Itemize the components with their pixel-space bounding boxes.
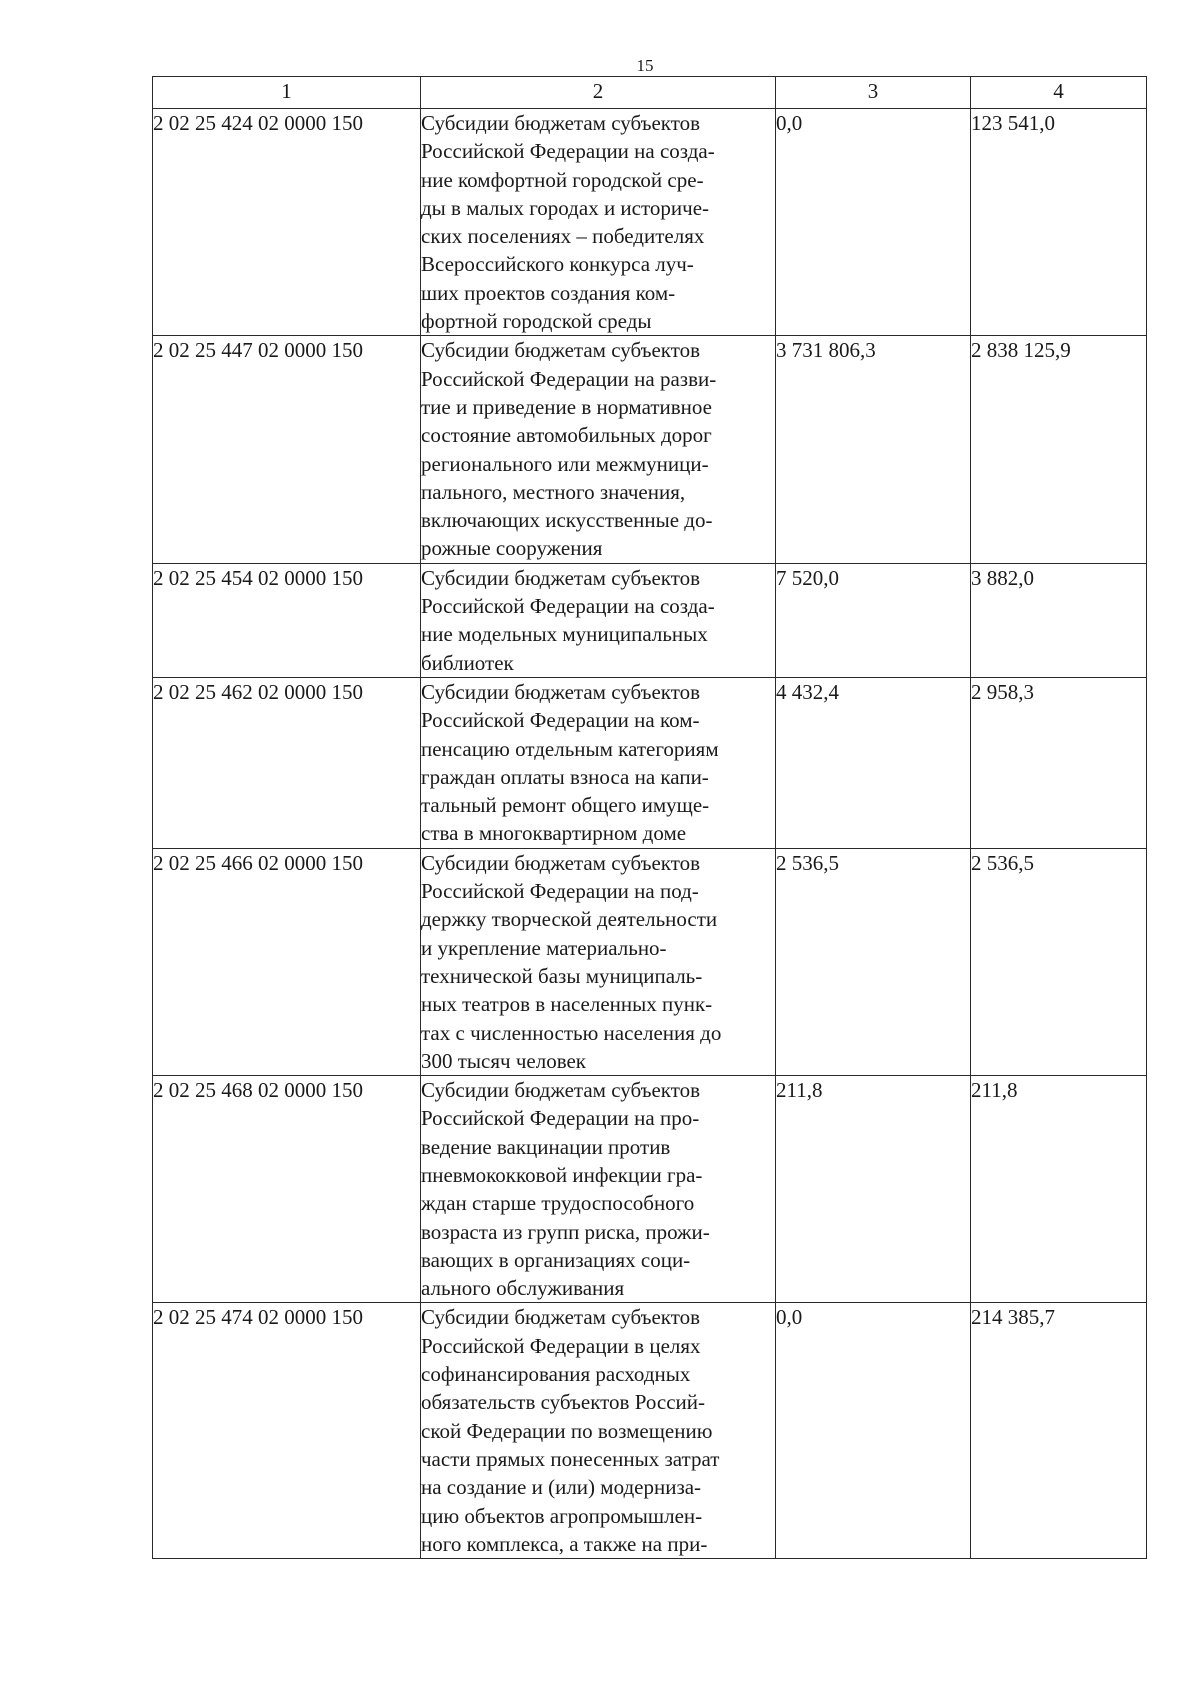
item-description: Субсидии бюджетам субъектов Российской Федерации на созда- ние комфортной городской сре- ды в малых городах и историче- ских поселениях – победителях Всероссийского конкурса луч- ших проектов создания ком- фортной городской среды	[421, 109, 776, 336]
amount-col-3: 211,8	[776, 1076, 971, 1303]
item-description: Субсидии бюджетам субъектов Российской Федерации на под- держку творческой деятельности и укрепление материально- технической базы муниципаль- ных театров в населенных пунк- тах с численностью населения до 300 тысяч человек	[421, 848, 776, 1075]
table-body	[153, 109, 1147, 1559]
table-row	[153, 677, 1147, 848]
budget-code: 2 02 25 424 02 0000 150	[153, 109, 421, 336]
amount-col-4: 2 536,5	[971, 848, 1147, 1075]
header-col-3: 3	[776, 77, 971, 109]
budget-code: 2 02 25 468 02 0000 150	[153, 1076, 421, 1303]
item-description: Субсидии бюджетам субъектов Российской Федерации в целях софинансирования расходных обязательств субъектов Россий- ской Федерации по возмещению части прямых понесенных затрат на создание и (или) модерниза- цию объектов агропромышлен- ного комплекса, а также на при-	[421, 1303, 776, 1559]
table-header	[153, 77, 1147, 109]
header-col-4: 4	[971, 77, 1147, 109]
budget-table	[152, 76, 1147, 1559]
amount-col-4: 3 882,0	[971, 563, 1147, 677]
amount-col-4: 214 385,7	[971, 1303, 1147, 1559]
header-col-1: 1	[153, 77, 421, 109]
amount-col-3: 0,0	[776, 109, 971, 336]
item-description: Субсидии бюджетам субъектов Российской Федерации на разви- тие и приведение в нормативное состояние автомобильных дорог регионального или межмуници- пального, местного значения, включающих искусственные до- рожные сооружения	[421, 336, 776, 563]
table-row	[153, 109, 1147, 336]
amount-col-3: 7 520,0	[776, 563, 971, 677]
table-row	[153, 336, 1147, 563]
item-description: Субсидии бюджетам субъектов Российской Федерации на про- ведение вакцинации против пневмококковой инфекции гра- ждан старше трудоспособного возраста из групп риска, прожи- вающих в организациях соци- ального обслуживания	[421, 1076, 776, 1303]
budget-code: 2 02 25 474 02 0000 150	[153, 1303, 421, 1559]
amount-col-4: 2 958,3	[971, 677, 1147, 848]
amount-col-3: 4 432,4	[776, 677, 971, 848]
amount-col-4: 211,8	[971, 1076, 1147, 1303]
table-row	[153, 563, 1147, 677]
amount-col-3: 0,0	[776, 1303, 971, 1559]
item-description: Субсидии бюджетам субъектов Российской Федерации на созда- ние модельных муниципальных библиотек	[421, 563, 776, 677]
item-description: Субсидии бюджетам субъектов Российской Федерации на ком- пенсацию отдельным категориям граждан оплаты взноса на капи- тальный ремонт общего имуще- ства в многоквартирном доме	[421, 677, 776, 848]
table-row	[153, 1303, 1147, 1559]
page-number: 15	[636, 56, 654, 75]
table-row	[153, 1076, 1147, 1303]
amount-col-4: 123 541,0	[971, 109, 1147, 336]
amount-col-3: 2 536,5	[776, 848, 971, 1075]
amount-col-4: 2 838 125,9	[971, 336, 1147, 563]
header-col-2: 2	[421, 77, 776, 109]
budget-code: 2 02 25 466 02 0000 150	[153, 848, 421, 1075]
amount-col-3: 3 731 806,3	[776, 336, 971, 563]
budget-code: 2 02 25 462 02 0000 150	[153, 677, 421, 848]
budget-code: 2 02 25 447 02 0000 150	[153, 336, 421, 563]
budget-code: 2 02 25 454 02 0000 150	[153, 563, 421, 677]
header-row	[153, 77, 1147, 109]
table-row	[153, 848, 1147, 1075]
